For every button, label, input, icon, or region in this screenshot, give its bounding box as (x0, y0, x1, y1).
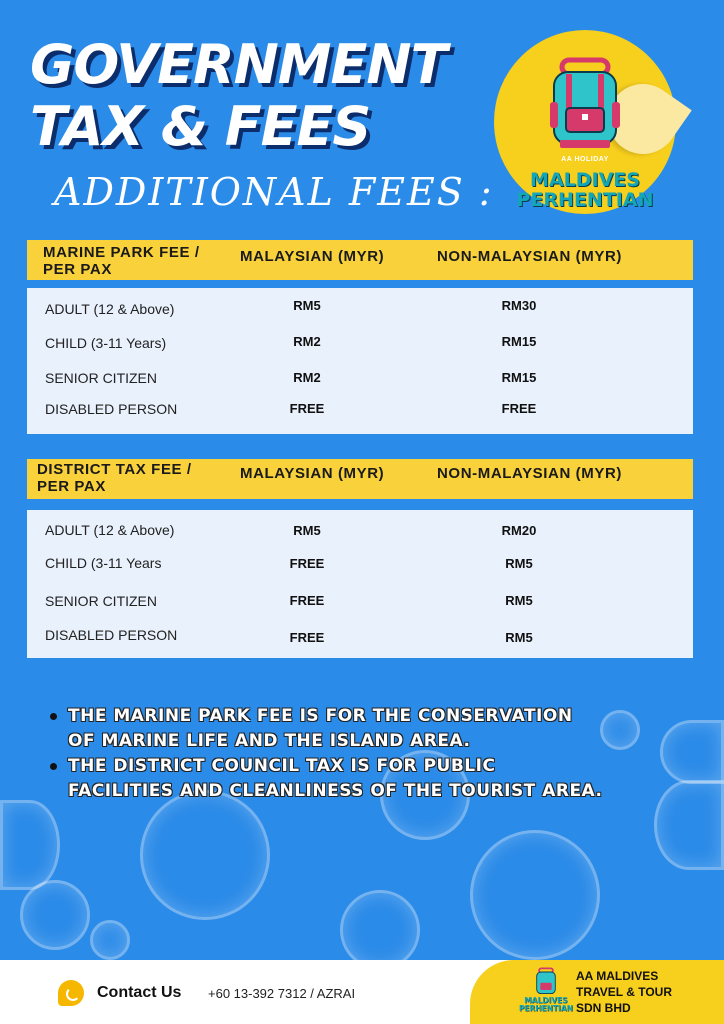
district-table-body (27, 510, 693, 658)
marine-header-malaysian: MALAYSIAN (MYR) (240, 248, 385, 265)
bubble-decoration (340, 890, 420, 970)
notes-list (44, 704, 604, 804)
page-title-line1: GOVERNMENT (30, 33, 447, 96)
district-header-non-malaysian: NON-MALAYSIAN (MYR) (437, 465, 623, 482)
bubble-decoration (20, 880, 90, 950)
contact-phone[interactable]: +60 13-392 7312 / AZRAI (208, 986, 356, 1001)
row-malaysian-value: FREE (289, 593, 325, 608)
row-label: ADULT (12 & Above) (45, 301, 175, 317)
marine-header-category: MARINE PARK FEE / PER PAX (43, 244, 200, 278)
note-item: THE DISTRICT COUNCIL TAX IS FOR PUBLIC FACILITIES AND CLEANLINESS OF THE TOURIST AREA. (44, 754, 604, 804)
bubble-decoration (654, 780, 724, 870)
page-subtitle: ADDITIONAL FEES : (54, 170, 494, 214)
district-header-category: DISTRICT TAX FEE / PER PAX (37, 461, 192, 495)
footer-company-panel (470, 960, 724, 1024)
company-line1: AA MALDIVES (576, 969, 659, 983)
row-label: SENIOR CITIZEN (45, 593, 158, 609)
row-label: SENIOR CITIZEN (45, 370, 158, 386)
note-item: THE MARINE PARK FEE IS FOR THE CONSERVATION OF MARINE LIFE AND THE ISLAND AREA. (44, 704, 604, 754)
logo-text-line2: PERHENTIAN (516, 189, 654, 211)
mini-logo-line1: MALDIVES (524, 996, 568, 1005)
marine-table-body (27, 288, 693, 434)
district-table-header (27, 459, 693, 499)
page-title-line2: TAX & FEES (30, 95, 371, 158)
row-non-malaysian-value: RM20 (501, 523, 537, 538)
brand-logo (494, 30, 676, 214)
company-name (576, 968, 716, 1016)
row-malaysian-value: RM2 (293, 370, 321, 385)
district-header-malaysian: MALAYSIAN (MYR) (240, 465, 385, 482)
bubble-decoration (140, 790, 270, 920)
row-non-malaysian-value: RM5 (505, 556, 533, 571)
backpack-icon (530, 966, 562, 996)
marine-table-header (27, 240, 693, 280)
company-line3: SDN BHD (576, 1001, 631, 1015)
bubble-decoration (600, 710, 640, 750)
mini-logo-line2: PERHENTIAN (518, 1004, 574, 1013)
company-line2: TRAVEL & TOUR (576, 985, 673, 999)
row-malaysian-value: RM5 (293, 523, 321, 538)
row-non-malaysian-value: RM5 (505, 630, 533, 645)
bubble-decoration (470, 830, 600, 960)
row-malaysian-value: FREE (289, 556, 325, 571)
row-label: CHILD (3-11 Years (45, 555, 162, 571)
row-label: DISABLED PERSON (45, 627, 178, 643)
bubble-decoration (90, 920, 130, 960)
row-malaysian-value: FREE (289, 630, 325, 645)
row-non-malaysian-value: RM30 (501, 298, 537, 313)
row-non-malaysian-value: RM15 (501, 334, 537, 349)
row-label: DISABLED PERSON (45, 401, 178, 417)
row-malaysian-value: FREE (289, 401, 325, 416)
bubble-decoration (0, 800, 60, 890)
row-non-malaysian-value: RM15 (501, 370, 537, 385)
marine-header-non-malaysian: NON-MALAYSIAN (MYR) (437, 248, 623, 265)
logo-tag: AA HOLIDAY (561, 156, 609, 163)
row-malaysian-value: RM5 (293, 298, 321, 313)
row-non-malaysian-value: RM5 (505, 593, 533, 608)
phone-chat-icon (58, 980, 84, 1006)
footer (0, 960, 724, 1024)
bubble-decoration (660, 720, 724, 784)
row-malaysian-value: RM2 (293, 334, 321, 349)
logo-text-line1: MALDIVES (530, 169, 640, 191)
contact-label: Contact Us (97, 984, 182, 1001)
row-non-malaysian-value: FREE (501, 401, 537, 416)
row-label: CHILD (3-11 Years) (45, 335, 167, 351)
backpack-icon (540, 52, 630, 152)
row-label: ADULT (12 & Above) (45, 522, 175, 538)
